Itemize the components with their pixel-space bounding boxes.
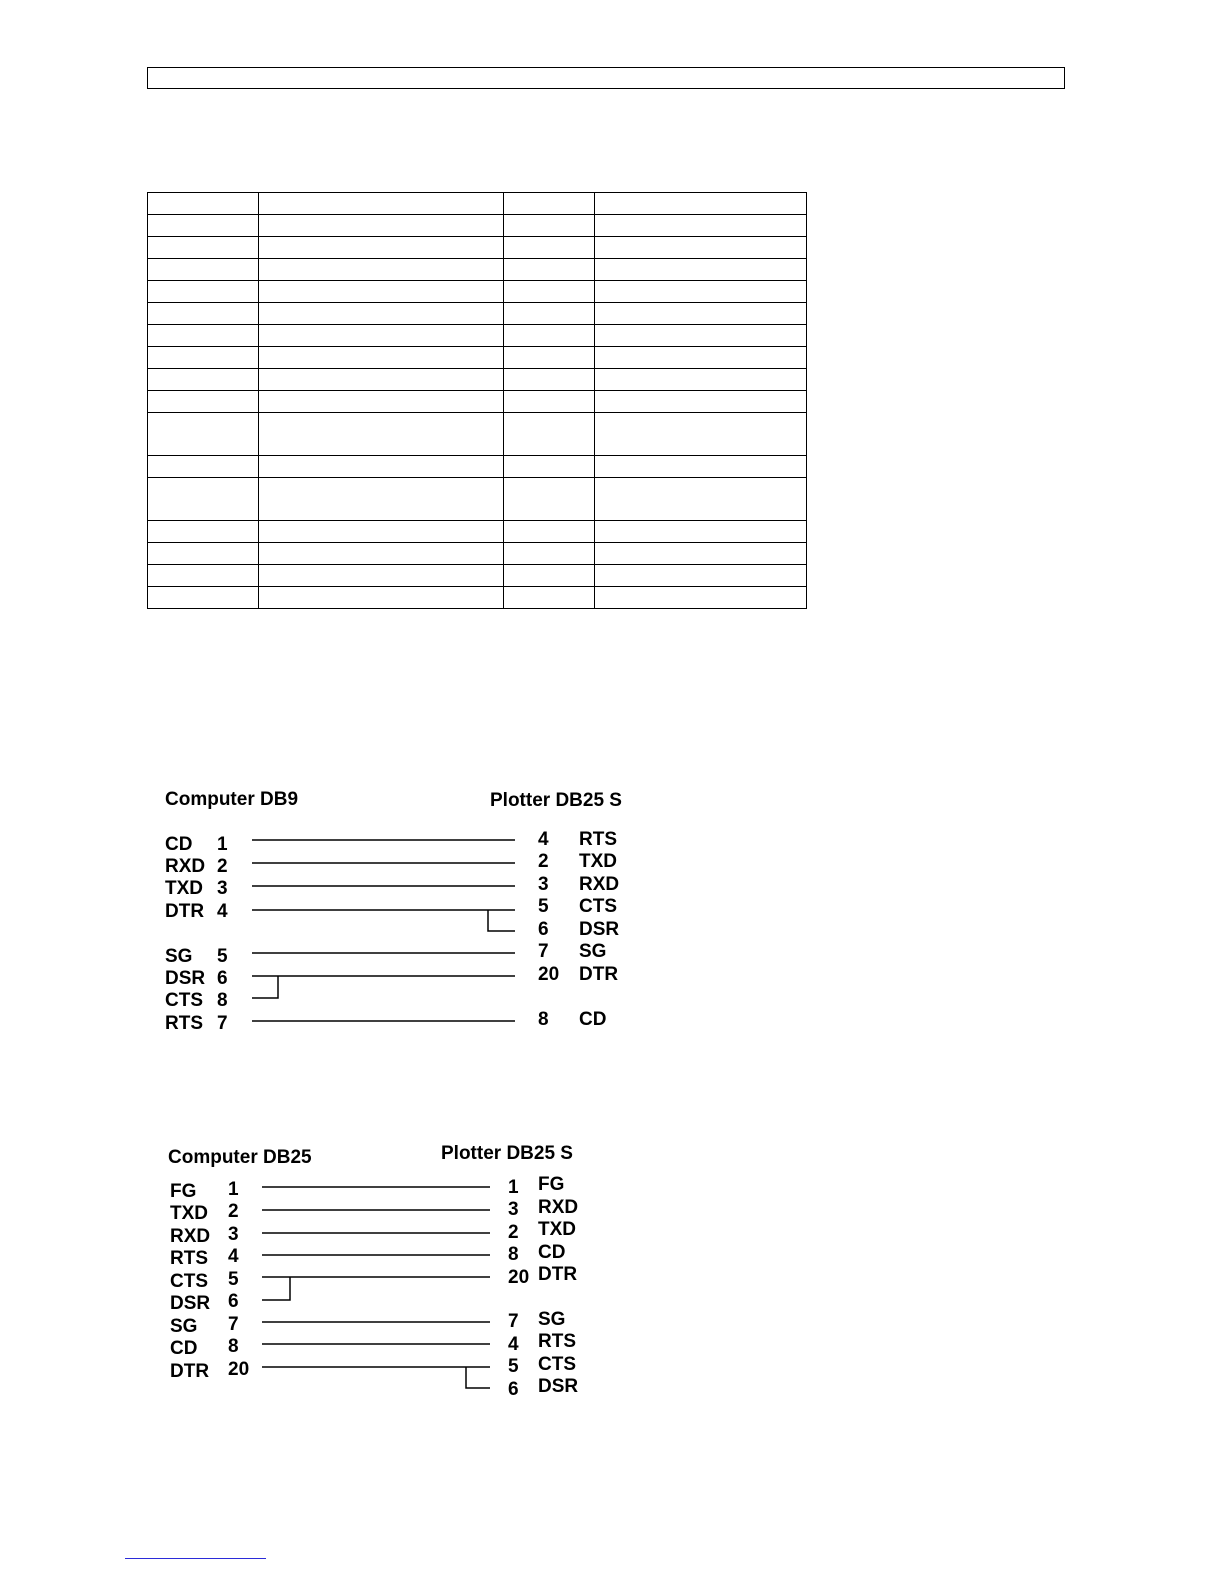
d1-left-name: RXD bbox=[165, 856, 206, 877]
d2-left-name: FG bbox=[170, 1181, 197, 1202]
d1-right-num: 6 bbox=[538, 919, 549, 940]
d1-right-name: RTS bbox=[579, 829, 617, 850]
d2-right-num: 6 bbox=[508, 1379, 519, 1400]
d1-right-name: RXD bbox=[579, 874, 620, 895]
d2-right-name: FG bbox=[538, 1174, 565, 1195]
jumper-wire bbox=[252, 976, 278, 998]
d2-left-name: DSR bbox=[170, 1293, 211, 1314]
d1-right-num: 20 bbox=[538, 964, 560, 985]
d1-left-name: DTR bbox=[165, 901, 205, 922]
jumper-wire bbox=[466, 1367, 490, 1388]
d2-right-name: DSR bbox=[538, 1376, 579, 1397]
d2-left-num: 8 bbox=[228, 1336, 239, 1357]
d1-left-name: TXD bbox=[165, 878, 203, 899]
d1-left-name: RTS bbox=[165, 1013, 203, 1034]
d2-left-name: DTR bbox=[170, 1361, 210, 1382]
d2-left-num: 3 bbox=[228, 1224, 239, 1245]
d1-left-num: 4 bbox=[217, 901, 228, 922]
d1-right-name: CTS bbox=[579, 896, 617, 917]
d2-right-num: 4 bbox=[508, 1334, 519, 1355]
d2-left-name: RTS bbox=[170, 1248, 208, 1269]
db25-wiring-diagram bbox=[168, 1143, 578, 1400]
d2-right-name: TXD bbox=[538, 1219, 576, 1240]
d1-left-num: 5 bbox=[217, 946, 228, 967]
diagram1-right-title: Plotter DB25 S bbox=[490, 790, 622, 811]
diagram1-left-title: Computer DB9 bbox=[165, 789, 299, 810]
d2-right-num: 20 bbox=[508, 1267, 530, 1288]
d2-left-num: 1 bbox=[228, 1179, 239, 1200]
jumper-wire bbox=[262, 1277, 290, 1300]
d2-right-name: CD bbox=[538, 1242, 566, 1263]
jumper-wire bbox=[488, 910, 515, 931]
d2-right-num: 8 bbox=[508, 1244, 519, 1265]
d2-right-name: DTR bbox=[538, 1264, 578, 1285]
d2-left-name: RXD bbox=[170, 1226, 211, 1247]
d1-right-name: DSR bbox=[579, 919, 620, 940]
d2-left-name: SG bbox=[170, 1316, 198, 1337]
d2-left-num: 2 bbox=[228, 1201, 239, 1222]
d1-right-num: 2 bbox=[538, 851, 549, 872]
d2-left-num: 20 bbox=[228, 1359, 250, 1380]
d1-left-name: CD bbox=[165, 834, 193, 855]
d1-left-num: 2 bbox=[217, 856, 228, 877]
d2-right-num: 5 bbox=[508, 1356, 519, 1377]
d1-left-num: 7 bbox=[217, 1013, 228, 1034]
d2-left-num: 7 bbox=[228, 1314, 239, 1335]
d2-right-name: CTS bbox=[538, 1354, 576, 1375]
d2-left-name: TXD bbox=[170, 1203, 208, 1224]
d1-left-name: DSR bbox=[165, 968, 206, 989]
d2-right-num: 3 bbox=[508, 1199, 519, 1220]
d1-left-name: SG bbox=[165, 946, 193, 967]
d1-right-name: DTR bbox=[579, 964, 619, 985]
d2-right-name: SG bbox=[538, 1309, 566, 1330]
diagram2-right-title: Plotter DB25 S bbox=[441, 1143, 573, 1164]
d2-left-num: 6 bbox=[228, 1291, 239, 1312]
d2-left-name: CTS bbox=[170, 1271, 208, 1292]
d1-right-num: 8 bbox=[538, 1009, 549, 1030]
d1-right-name: CD bbox=[579, 1009, 607, 1030]
d2-left-num: 5 bbox=[228, 1269, 239, 1290]
d2-left-num: 4 bbox=[228, 1246, 239, 1267]
d1-left-num: 1 bbox=[217, 834, 228, 855]
d1-right-num: 3 bbox=[538, 874, 549, 895]
d2-right-num: 2 bbox=[508, 1222, 519, 1243]
d2-right-num: 1 bbox=[508, 1177, 519, 1198]
d1-left-name: CTS bbox=[165, 990, 203, 1011]
db9-wiring-diagram bbox=[165, 789, 622, 1034]
d1-right-name: SG bbox=[579, 941, 607, 962]
d1-right-name: TXD bbox=[579, 851, 617, 872]
d2-left-name: CD bbox=[170, 1338, 198, 1359]
d1-left-num: 6 bbox=[217, 968, 228, 989]
d1-right-num: 7 bbox=[538, 941, 549, 962]
d2-right-num: 7 bbox=[508, 1311, 519, 1332]
footnote-separator bbox=[125, 1558, 266, 1559]
d2-right-name: RXD bbox=[538, 1197, 579, 1218]
diagram2-left-title: Computer DB25 bbox=[168, 1147, 312, 1168]
d2-right-name: RTS bbox=[538, 1331, 576, 1352]
d1-left-num: 8 bbox=[217, 990, 228, 1011]
d1-left-num: 3 bbox=[217, 878, 228, 899]
d1-right-num: 5 bbox=[538, 896, 549, 917]
d1-right-num: 4 bbox=[538, 829, 549, 850]
